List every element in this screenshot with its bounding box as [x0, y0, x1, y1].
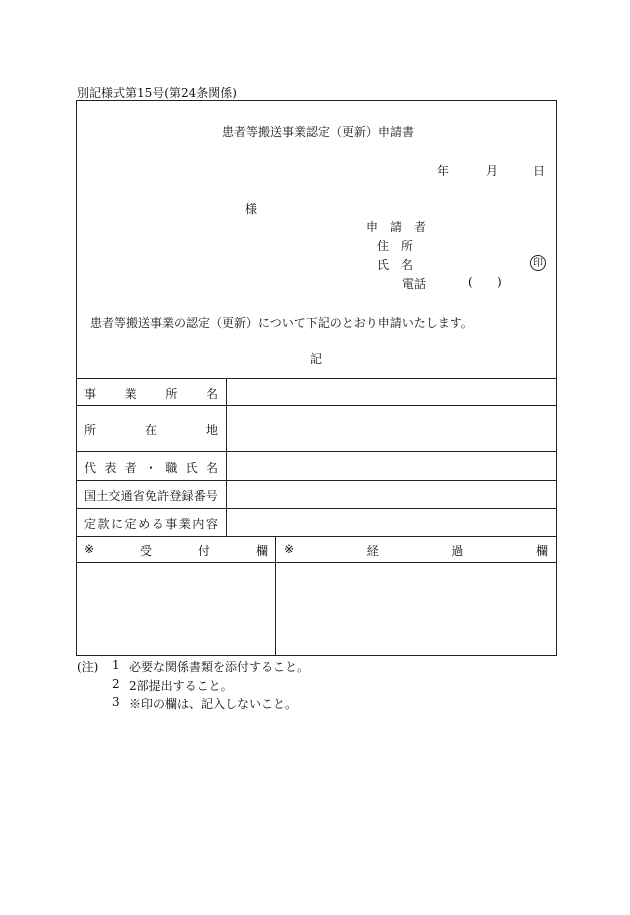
note-text: 2部提出すること。: [129, 679, 233, 693]
addressee-suffix: 様: [245, 202, 258, 216]
table-rule: [76, 536, 557, 537]
applicant-name-label: 氏 名: [377, 258, 414, 272]
row-label-business-content: [84, 515, 218, 532]
label-char: 業: [124, 387, 137, 401]
applicant-address-label: 住 所: [377, 239, 414, 253]
notes-label: (注): [77, 660, 99, 674]
bottom-column-divider: [275, 536, 276, 656]
label-char: に: [111, 517, 124, 531]
date-year: 年: [437, 164, 450, 178]
date-month: 月: [486, 164, 499, 178]
label-char: 許: [157, 489, 170, 503]
table-rule: [76, 451, 557, 452]
form-title: 患者等搬送事業認定（更新）申請書: [222, 125, 415, 139]
label-char: 在: [144, 423, 157, 437]
label-char: 業: [178, 517, 191, 531]
receipt-column-header: [84, 542, 268, 559]
label-char: 内: [192, 517, 205, 531]
application-statement: 患者等搬送事業の認定（更新）について下記のとおり申請いたします。: [90, 316, 473, 330]
label-char: る: [151, 517, 164, 531]
label-char: 登: [169, 489, 182, 503]
table-rule: [76, 405, 557, 406]
row-label-office-name: [84, 385, 218, 402]
row-label-location: [84, 421, 218, 438]
note-number: 3: [112, 695, 120, 709]
label-char: 免: [144, 489, 157, 503]
seal-mark: 印: [530, 255, 546, 271]
label-char: 事: [165, 517, 178, 531]
label-char: 土: [96, 489, 109, 503]
date-day: 日: [533, 164, 546, 178]
label-char: 氏: [185, 461, 198, 475]
row-label-license-number: [84, 487, 218, 504]
label-char: 交: [108, 489, 121, 503]
label-char: 事: [84, 387, 97, 401]
label-char: ※: [84, 542, 95, 556]
label-char: 所: [84, 423, 97, 437]
label-char: 定: [124, 517, 137, 531]
label-char: 代: [84, 461, 97, 475]
note-text: 必要な関係書類を添付すること。: [129, 660, 310, 674]
label-char: 省: [132, 489, 145, 503]
label-char: 受: [140, 544, 153, 558]
note-number: 2: [112, 677, 120, 691]
ki-mark: 記: [310, 352, 323, 366]
label-char: 名: [205, 461, 218, 475]
label-char: 国: [84, 489, 97, 503]
label-char: 款: [97, 517, 110, 531]
label-char: 経: [366, 544, 379, 558]
phone-label: 電話: [402, 277, 427, 291]
table-rule: [76, 562, 557, 563]
note-number: 1: [112, 658, 120, 672]
label-char: 職: [165, 461, 178, 475]
label-char: 所: [165, 387, 178, 401]
table-rule-top: [76, 378, 557, 379]
label-char: 欄: [255, 544, 268, 558]
applicant-heading: 申 請 者: [366, 220, 427, 234]
label-char: 号: [205, 489, 218, 503]
table-rule: [76, 480, 557, 481]
label-char: 地: [205, 423, 218, 437]
label-char: 容: [205, 517, 218, 531]
label-char: 者: [124, 461, 137, 475]
label-char: 名: [205, 387, 218, 401]
table-rule: [76, 508, 557, 509]
phone-open-paren: (: [468, 275, 473, 289]
label-char: 欄: [535, 544, 548, 558]
label-char: 通: [120, 489, 133, 503]
label-char: ・: [144, 461, 157, 475]
label-char: 付: [197, 544, 210, 558]
form-number: 別記様式第15号(第24条関係): [77, 86, 237, 100]
phone-close-paren: ): [497, 275, 502, 289]
label-char: 番: [193, 489, 206, 503]
label-char: 過: [451, 544, 464, 558]
progress-column-header: [284, 542, 548, 559]
row-label-representative: [84, 459, 218, 476]
label-char: 表: [104, 461, 117, 475]
label-char: 録: [181, 489, 194, 503]
label-char: ※: [284, 542, 295, 556]
label-column-divider: [226, 378, 227, 536]
note-text: ※印の欄は、記入しないこと。: [129, 697, 298, 711]
label-char: 定: [84, 517, 97, 531]
label-char: め: [138, 517, 151, 531]
